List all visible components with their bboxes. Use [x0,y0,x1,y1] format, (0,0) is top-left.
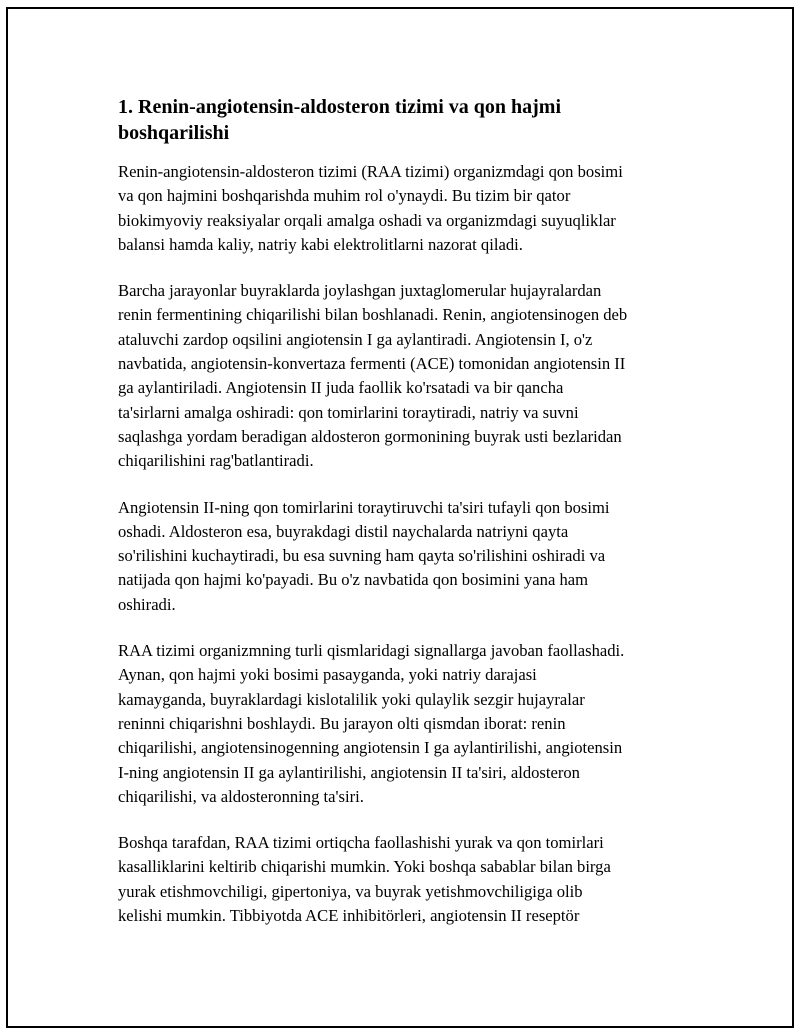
paragraph-3: Angiotensin II-ning qon tomirlarini toraytiruvchi ta'siri tufayli qon bosimi oshadi. Aldosteron esa, buyrakdagi distil naychalarda natriyni qayta so'rilishini kuchaytiradi, bu esa suvning ham qayta so'rilishini oshiradi va natijada qon hajmi ko'payadi. Bu o'z navbatida qon bosimini yana ham oshiradi. [118,497,610,614]
paragraph-1: Renin-angiotensin-aldosteron tizimi (RAA tizimi) organizmdagi qon bosimi va qon hajmini boshqarishda muhim rol o'ynaydi. Bu tizim bir qator biokimyoviy reaksiyalar orqali amalga oshadi va organizmdagi suyuqliklar balansi hamda kaliy, natriy kabi elektrolitlarni nazorat qiladi. [118,162,623,254]
section-heading: 1. Renin-angiotensin-aldosteron tizimi va qon hajmi boshqarilishi [118,96,561,144]
paragraph-4: RAA tizimi organizmning turli qismlaridagi signallarga javoban faollashadi. Aynan, qon hajmi yoki bosimi pasayganda, yoki natriy darajasi kamayganda, buyraklardagi kislotalilik yoki qulaylik sezgir hujayralar reninni chiqarishni boshlaydi. Bu jarayon olti qismdan iborat: renin chiqarilishi, angiotensinogenning angiotensin I ga aylantirilishi, angiotensin I-ning angiotensin II ga aylantirilishi, angiotensin II ta'siri, aldosteron chiqarilishi, va aldosteronning ta'siri. [118,641,625,806]
document-body [118,94,688,950]
paragraph-2: Barcha jarayonlar buyraklarda joylashgan juxtaglomerular hujayralardan renin fermentining chiqarilishi bilan boshlanadi. Renin, angiotensinogen deb ataluvchi zardop oqsilini angiotensin I ga aylantiradi. Angiotensin I, o'z navbatida, angiotensin-konvertaza fermenti (ACE) tomonidan angiotensin II ga aylantiriladi. Angiotensin II juda faollik ko'rsatadi va bir qancha ta'sirlarni amalga oshiradi: qon tomirlarini toraytiradi, natriy va suvni saqlashga yordam beradigan aldosteron gormonining buyrak usti bezlaridan chiqarilishini rag'batlantiradi. [118,281,628,471]
paragraph-5: Boshqa tarafdan, RAA tizimi ortiqcha faollashishi yurak va qon tomirlari kasalliklarini keltirib chiqarishi mumkin. Yoki boshqa sabablar bilan birga yurak etishmovchiligi, gipertoniya, va buyrak yetishmovchiligiga olib kelishi mumkin. Tibbiyotda ACE inhibitörleri, angiotensin II reseptör [118,833,611,926]
